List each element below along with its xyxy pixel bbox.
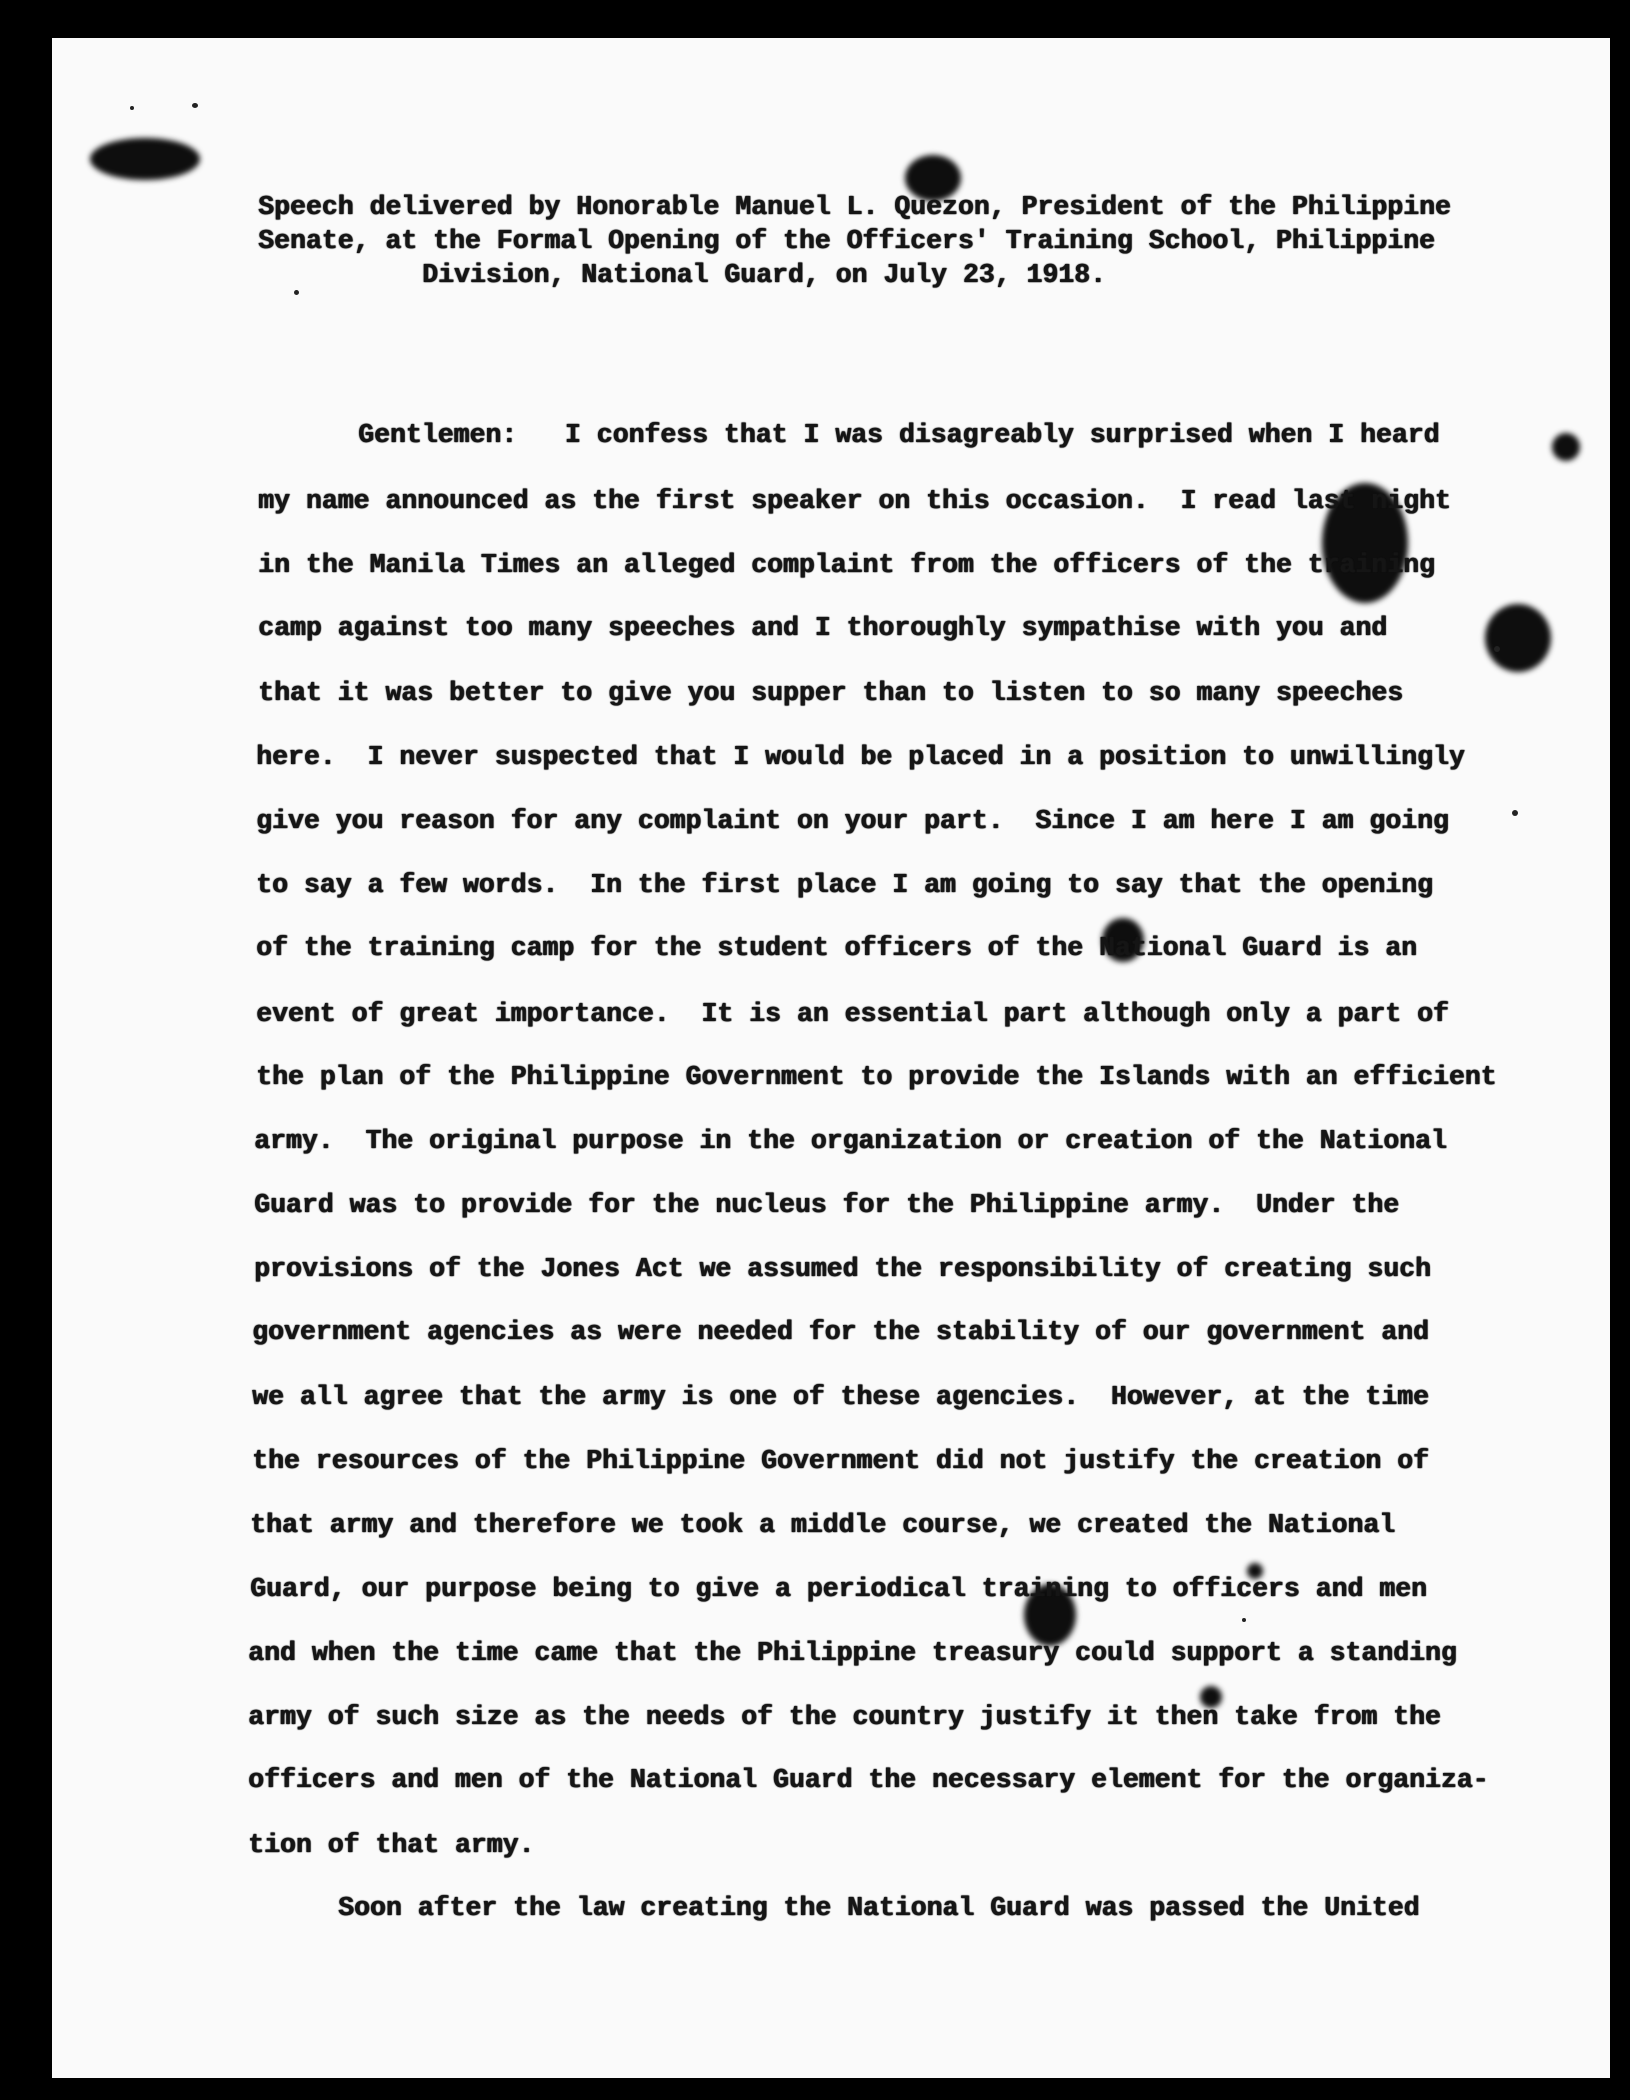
body-line: event of great importance. It is an essential part although only a part of: [256, 999, 1449, 1029]
body-line: tion of that army.: [248, 1830, 535, 1860]
body-line: we all agree that the army is one of these agencies. However, at the time: [252, 1382, 1429, 1412]
title-line: Division, National Guard, on July 23, 1918.: [422, 260, 1106, 290]
body-line: Guard was to provide for the nucleus for the Philippine army. Under the: [254, 1190, 1399, 1220]
body-line: camp against too many speeches and I thoroughly sympathise with you and: [258, 613, 1388, 643]
body-line: Soon after the law creating the National Guard was passed the United: [338, 1893, 1420, 1923]
body-line: here. I never suspected that I would be placed in a position to unwillingly: [256, 742, 1465, 772]
document-page: [52, 38, 1610, 2078]
body-line: army of such size as the needs of the country justify it then take from the: [248, 1702, 1441, 1732]
body-line: the resources of the Philippine Government did not justify the creation of: [252, 1446, 1429, 1476]
body-line: to say a few words. In the first place I am going to say that the opening: [256, 870, 1433, 900]
body-line: provisions of the Jones Act we assumed the responsibility of creating such: [254, 1254, 1431, 1284]
body-line: my name announced as the first speaker on this occasion. I read last night: [258, 486, 1451, 516]
speck: [130, 106, 134, 110]
body-line: Gentlemen: I confess that I was disagreably surprised when I heard: [358, 420, 1440, 450]
ink-blot: [1552, 433, 1580, 461]
body-line: Guard, our purpose being to give a periodical training to officers and men: [250, 1574, 1427, 1604]
body-line: give you reason for any complaint on your part. Since I am here I am going: [256, 806, 1449, 836]
body-line: that army and therefore we took a middle course, we created the National: [250, 1510, 1395, 1540]
body-line: in the Manila Times an alleged complaint from the officers of the training: [258, 550, 1435, 580]
speck: [294, 290, 299, 295]
speck: [192, 103, 198, 108]
speck: [1242, 1618, 1246, 1622]
title-line: Senate, at the Formal Opening of the Officers' Training School, Philippine: [258, 226, 1435, 256]
title-line: Speech delivered by Honorable Manuel L. Quezon, President of the Philippine: [258, 192, 1451, 222]
body-line: of the training camp for the student officers of the National Guard is an: [256, 933, 1417, 963]
body-line: officers and men of the National Guard the necessary element for the organiza-: [248, 1765, 1489, 1795]
body-line: government agencies as were needed for the stability of our government and: [252, 1317, 1429, 1347]
speck: [1512, 810, 1518, 816]
body-line: that it was better to give you supper than to listen to so many speeches: [258, 678, 1403, 708]
speck: [1494, 646, 1500, 652]
ink-blot: [1485, 604, 1551, 672]
body-line: army. The original purpose in the organization or creation of the National: [254, 1126, 1447, 1156]
body-line: and when the time came that the Philippine treasury could support a standing: [248, 1638, 1457, 1668]
body-line: the plan of the Philippine Government to provide the Islands with an efficient: [256, 1062, 1497, 1092]
ink-blot: [90, 138, 200, 180]
